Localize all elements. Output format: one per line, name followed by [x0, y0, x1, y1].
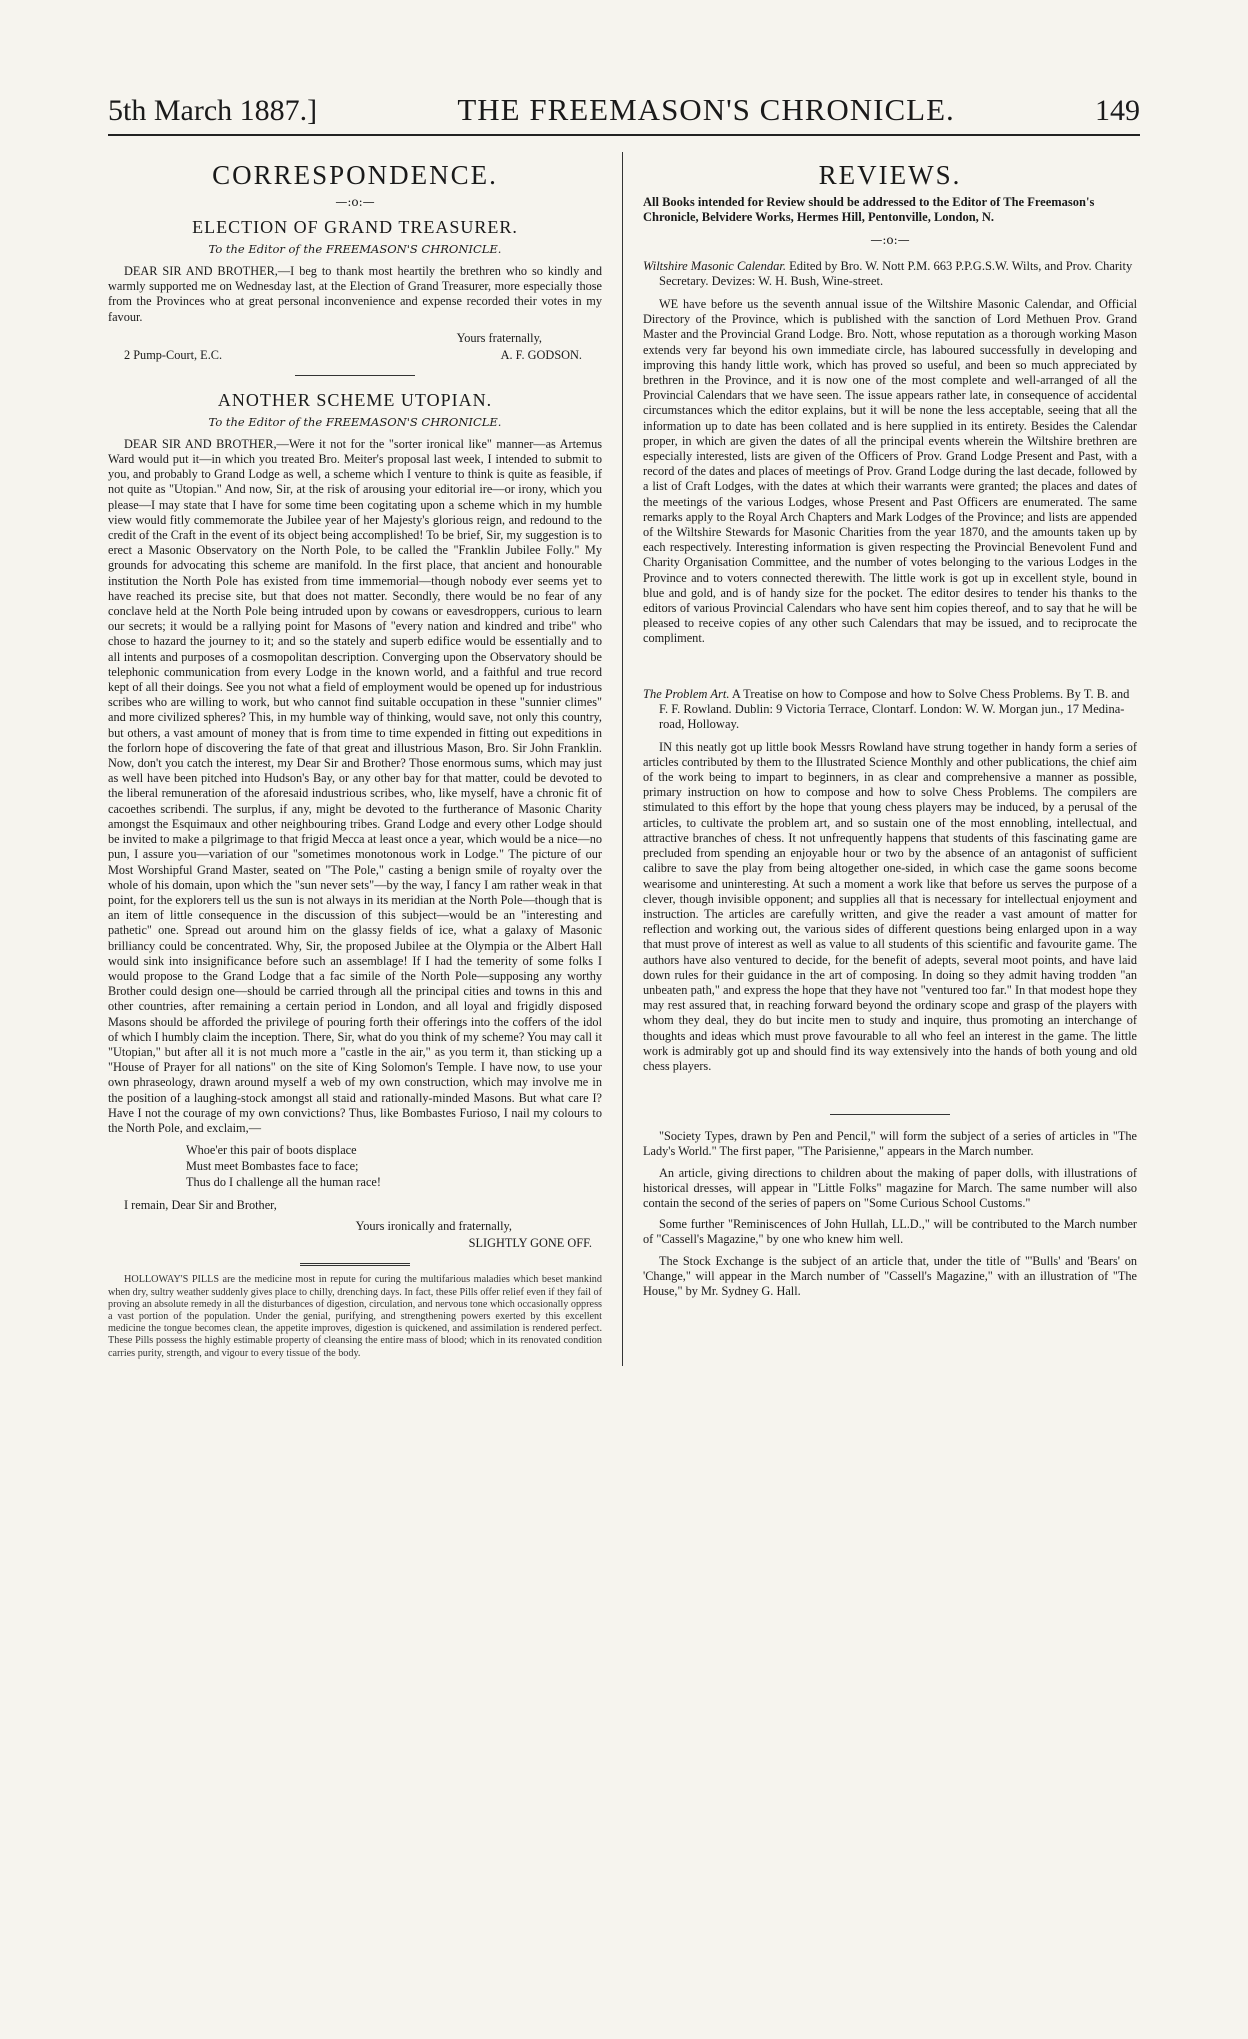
- letter2-body: DEAR SIR AND BROTHER,—Were it not for the "sorter ironical like" manner—as Artemus Ward would put it—in which you treated Bro. Meiter's proposal last week, I intended to submit to you, and probably to Grand Lodge as well, a scheme which I venture to think is quite as feasible, if not quite as "Utopian." And now, Sir, at the risk of arousing your editorial ire—or irony, which you please—I may state that I have for some time been cogitating upon a scheme which in my humble view would fitly commemorate the Jubilee year of her Majesty's glorious reign, and redound to the credit of the Craft in the event of its object being accomplished! To be brief, Sir, my suggestion is to erect a Masonic Observatory on the North Pole, to be called the "Franklin Jubilee Folly." My grounds for advocating this scheme are manifold. In the first place, that ancient and honourable institution the North Pole has existed from time immemorial—though nobody ever seems yet to have reached its precise site, but that does not matter. Secondly, there would be no fear of any conclave held at the North Pole being intruded upon by cowans or eavesdroppers, curious to learn our secrets; it would be a rallying point for Masons of "every nation and kindred and tribe" who chose to hazard the journey to it; and so the stately and superb edifice would be essentially and to all intents and purposes of a cosmopolitan description. Converging upon the Observatory should be telephonic communication from every Lodge in the known world, and a faithful and true record kept of all their doings. See you not what a field of employment would be opened up for industrious scribes who are willing to work, but who cannot find suitable occupation in these "sunnier climes" and more civilized spheres? This, in my humble way of thinking, would save, not only this country, but others, a vast amount of money that is from time to time expended in fitting out expeditions in the forlorn hope of discovering the fate of that great and illustrious Mason, Bro. Sir John Franklin. Now, don't you catch the interest, my Dear Sir and Brother? Those enormous sums, which may just as well have been pitched into Hudson's Bay, or any other bay for that matter, could be devoted to the liberal remuneration of the aforesaid industrious scribes, who, like myself, have a chronic fit of cacoethes scribendi. The surplus, if any, might be devoted to the furtherance of Masonic Charity amongst the Esquimaux and other neighbouring tribes. Grand Lodge and every other Lodge should be invited to make a pilgrimage to that frigid Mecca at least once a year, which would be a nice—no pun, I assure you—variation of our "sometimes monotonous work in Lodge." The picture of our Most Worshipful Grand Master, seated on "The Pole," casting a benign smile of royalty over the whole of his domain, upon which the "sun never sets"—by the way, I fancy I am rather weak in that point, for the explorers tell us the sun is not always in its meridian at the North Pole—though that is an item of little consequence in the discussion of this subject—would be an "interesting and pathetic" one. Spread out around him on the glassy fields of ice, what a galaxy of Masonic brilliancy could be concentrated. Why, Sir, the proposed Jubilee at the Olympia or the Albert Hall would sink into insignificance before such an assemblage! If I had the temerity of some folks I would propose to the Grand Lodge that a fac simile of the North Pole—supposing any worthy Brother could design one—should be carried through all the principal cities and towns in this and other countries, after remaining a certain period in London, and all loyal and frigidly disposed Masons should be afforded the privilege of pouring forth their offerings into the coffers of the idol of which I humbly claim the inception. There, Sir, what do you think of my scheme? You may call it "Utopian," but after all it is not much more a "castle in the air," as you term it, than sticking up a "House of Prayer for all nations" on the site of King Solomon's Temple. I have now, to use your own phraseology, drawn around myself a web of my own construction, which may involve me in the position of a laughing-stock amongst all staid and rationally-minded Masons. But what care I? Have I not the courage of my own convictions? Thus, like Bombastes Furioso, I nail my colours to the North Pole, and exclaim,—: [108, 436, 603, 1135]
- reviews-notice: All Books intended for Review should be addressed to the Editor of The Freemason's Chronicle, Belvidere Works, Hermes Hill, Pentonville, London, N.: [643, 195, 1095, 224]
- letter2-signature: SLIGHTLY GONE OFF.: [468, 1236, 592, 1251]
- letter1-signoff: [108, 348, 602, 363]
- letter1-signature: A. F. GODSON.: [500, 347, 582, 362]
- columns: [108, 152, 1140, 1366]
- ornament: —:o:—: [335, 195, 375, 209]
- letter1-title: ELECTION OF GRAND TREASURER.: [192, 217, 518, 237]
- verse-line: Whoe'er this pair of boots displace: [186, 1143, 357, 1158]
- verse-line: Thus do I challenge all the human race!: [186, 1175, 381, 1190]
- review1-heading: Wiltshire Masonic Calendar. Edited by Bro. W. Nott P.M. 663 P.P.G.S.W. Wilts, and Prov. Charity Secretary. Devizes: W. H. Bush, Wine-street.: [643, 259, 1133, 288]
- letter1-body: DEAR SIR AND BROTHER,—I beg to thank most heartily the brethren who so kindly and warmly supported me on Wednesday last, at the Election of Grand Treasurer, more especially those from the Provinces who at great personal inconvenience and expense recorded their votes in my favour.: [108, 264, 602, 324]
- letter1-to-editor: To the Editor of the FREEMASON'S CHRONICLE.: [208, 242, 502, 256]
- page-header: [108, 92, 1140, 136]
- letter1-closing: Yours fraternally,: [456, 330, 542, 345]
- letter1-address: 2 Pump-Court, E.C.: [124, 347, 223, 362]
- verse-line: Must meet Bombastes face to face;: [186, 1159, 359, 1174]
- correspondence-heading: CORRESPONDENCE.: [212, 160, 498, 190]
- review2-body: IN this neatly got up little book Messrs Rowland have strung together in handy form a series of articles contributed by them to the Illustrated Science Monthly and other publications, the chief aim of the work being to impart to beginners, in as clear and comprehensive a manner as possible, primary instruction on how to compose and how to solve Chess Problems. The compilers are stimulated to this effort by the hope that young chess players may be induced, by a perusal of the articles, to cultivate the problem art, and so sustain one of the most ennobling, intellectual, and attractive branches of chess. It not unfrequently happens that students of this fascinating game are precluded from spending an enjoyable hour or two by the absence of an antagonist of sufficient calibre to save the play from being altogether one-sided, in which case the game soons become wearisome and uninteresting. At such a moment a work like that before us serves the purpose of a clever, though invisible opponent; and supplies all that is necessary for intellectual enjoyment and instruction. The articles are carefully written, and give the reader a vast amount of matter for reflection and working out, the various sides of different questions being enlarged upon in a way that must prove of interest as well as value to all students of this scientific and favourite game. The authors have also ventured to decide, for the benefit of adepts, several moot points, and have laid down rules for their guidance in the art of composing. In doing so they admit having trodden "an unbeaten path," and express the hope that they have not "ventured too far." In that modest hope they may rest assured that, in reaching forward beyond the ordinary scope and grasp of the players with whom they deal, they do but incite men to study and inquire, thus promoting an interchange of thoughts and ideas which must prove favourable to all who feel an interest in the game. The little work is admirably got up and should find its way extensively into the hands of both young and old chess players.: [643, 739, 1137, 1073]
- reviews-heading: REVIEWS.: [818, 160, 962, 190]
- page-number: 149: [1094, 94, 1140, 127]
- letter2-to-editor: To the Editor of the FREEMASON'S CHRONICLE.: [208, 414, 502, 429]
- letter2-remain: I remain, Dear Sir and Brother,: [124, 1198, 277, 1213]
- issue-date: 5th March 1887.]: [108, 94, 318, 127]
- review2-heading: The Problem Art. A Treatise on how to Compose and how to Solve Chess Problems. By T. B. and F. F. Rowland. Dublin: 9 Victoria Terrace, Clontarf. London: W. W. Morgan jun., 17 Medina-road, Holloway.: [643, 686, 1130, 731]
- letter2-closing: Yours ironically and fraternally,: [355, 1219, 512, 1234]
- divider: [295, 375, 415, 376]
- publication-title: THE FREEMASON'S CHRONICLE.: [457, 92, 955, 127]
- ornament: —:o:—: [870, 233, 910, 247]
- divider: [300, 1263, 410, 1266]
- right-column: [623, 152, 1137, 1366]
- note-item: Some further "Reminiscences of John Hullah, LL.D.," will be contributed to the March number of "Cassell's Magazine," by one who knew him well.: [643, 1217, 1137, 1247]
- divider: [830, 1114, 950, 1115]
- newspaper-page: [108, 92, 1140, 1366]
- verse: [186, 1142, 602, 1190]
- review1-body: WE have before us the seventh annual issue of the Wiltshire Masonic Calendar, and Official Directory of the Province, which is published with the sanction of Lord Methuen Prov. Grand Master and the Provincial Grand Lodge. Bro. Nott, whose reputation as a thorough working Mason extends very far beyond his own immediate circle, has laboured successfully in developing and improving this handy little work, which has proved so useful, and been so much appreciated by brethren in the Province, and it is now one of the most complete and well-arranged of all the Provincial Calendars that we have seen. The issue appears rather late, in consequence of accidental circumstances which the editor explains, but it will be none the less acceptable, seeing that all the information up to date has been collated and is here supplied in its entirety. Besides the Calendar proper, in which are given the dates of all the principal events wherein the Wiltshire brethren are especially interested, lists are given of the Officers of Prov. Grand Lodge Present and Past, with a record of the dates and places of meetings of Prov. Grand Lodge during the last decade, followed by a list of Craft Lodges, with the dates at which their warrants were granted; the places and dates of the meetings of the various Lodges, whose Present and Past Officers are enumerated. The same remarks apply to the Royal Arch Chapters and Mark Lodges of the Province; and lists are appended of the Wiltshire Stewards for Masonic Charities from the year 1870, and the amounts taken up by each respectively. Interesting information is given respecting the Provincial Benevolent Fund and Charity Organisation Committee, and the number of votes belonging to the various Lodges in the Province and to voters connected therewith. The little work is got up in excellent style, bound in blue and gold, and is of handy size for the pocket. The editor desires to tender his thanks to the editors of various Provincial Calendars who have sent him copies thereof, and to say that he will be pleased to receive copies of any other such Calendars that may be issued, and to reciprocate the compliment.: [643, 297, 1137, 646]
- letter2-title: ANOTHER SCHEME UTOPIAN.: [217, 389, 493, 410]
- advertisement: [108, 1274, 602, 1359]
- note-item: "Society Types, drawn by Pen and Pencil," will form the subject of a series of articles in "The Lady's World." The first paper, "The Parisienne," appears in the March number.: [643, 1129, 1137, 1159]
- advert-text: HOLLOWAY'S PILLS are the medicine most in repute for curing the multifarious maladies which beset mankind when dry, sultry weather suddenly gives place to chilly, drenching days. In fact, these Pills offer relief even if they fail of proving an absolute remedy in all the disturbances of digestion, circulation, and nervous tone which occasionally oppress a vast portion of the population. Under the genial, purifying, and strengthening powers exerted by this excellent medicine the tongue becomes clean, the appetite improves, digestion is quickened, and assimilation is rendered perfect. These Pills possess the highly estimable property of cleansing the entire mass of blood; which in its renovated condition carries purity, strength, and vigour to every tissue of the body.: [108, 1274, 602, 1359]
- note-item: An article, giving directions to children about the making of paper dolls, with illustrations of historical dresses, will appear in "Little Folks" magazine for March. The same number will also contain the second of the series of papers on "Some Curious School Customs.": [643, 1165, 1137, 1210]
- left-column: [108, 152, 623, 1366]
- note-item: The Stock Exchange is the subject of an article that, under the title of "'Bulls' and 'Bears' on 'Change," will appear in the March number of "Cassell's Magazine," with an illustration of "The House," by Mr. Sydney G. Hall.: [643, 1253, 1137, 1298]
